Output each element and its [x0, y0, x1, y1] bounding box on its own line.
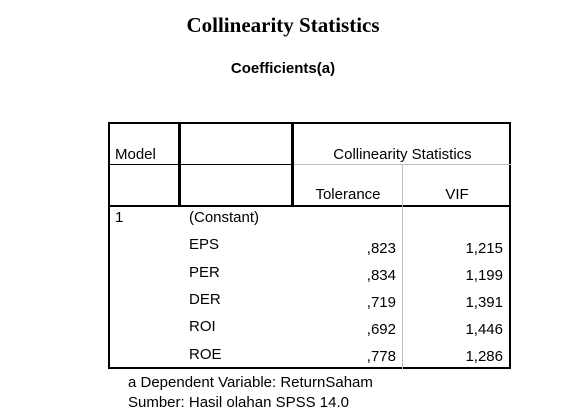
model-number: 1	[115, 209, 124, 226]
coefficients-table	[108, 122, 511, 369]
row-name: EPS	[189, 236, 220, 253]
document-title: Collinearity Statistics	[186, 13, 380, 37]
vif-value: 1,446	[465, 321, 503, 338]
model-header: Model	[115, 146, 156, 163]
tolerance-value: ,719	[366, 294, 396, 311]
collinearity-statistics-header: Collinearity Statistics	[333, 146, 472, 163]
tolerance-value: ,692	[366, 321, 396, 338]
source-note: Sumber: Hasil olahan SPSS 14.0	[128, 394, 349, 411]
row-name: ROI	[189, 318, 216, 335]
vif-value: 1,391	[465, 294, 503, 311]
tolerance-value: ,834	[366, 267, 396, 284]
tolerance-value: ,823	[366, 240, 396, 257]
row-name: ROE	[189, 346, 222, 363]
tolerance-value: ,778	[366, 348, 396, 365]
model-column-divider	[178, 124, 181, 207]
row-name: DER	[189, 291, 221, 308]
table-footnote: a Dependent Variable: ReturnSaham	[128, 374, 373, 391]
tolerance-header: Tolerance	[315, 186, 381, 203]
table-caption: Coefficients(a)	[230, 60, 336, 77]
row-name: PER	[189, 264, 220, 281]
header-row-divider-left	[110, 164, 294, 165]
row-name: (Constant)	[189, 209, 260, 226]
header-body-divider	[110, 205, 511, 207]
vif-header: VIF	[445, 186, 469, 203]
vif-value: 1,286	[465, 348, 503, 365]
vif-value: 1,215	[465, 240, 503, 257]
vif-value: 1,199	[465, 267, 503, 284]
